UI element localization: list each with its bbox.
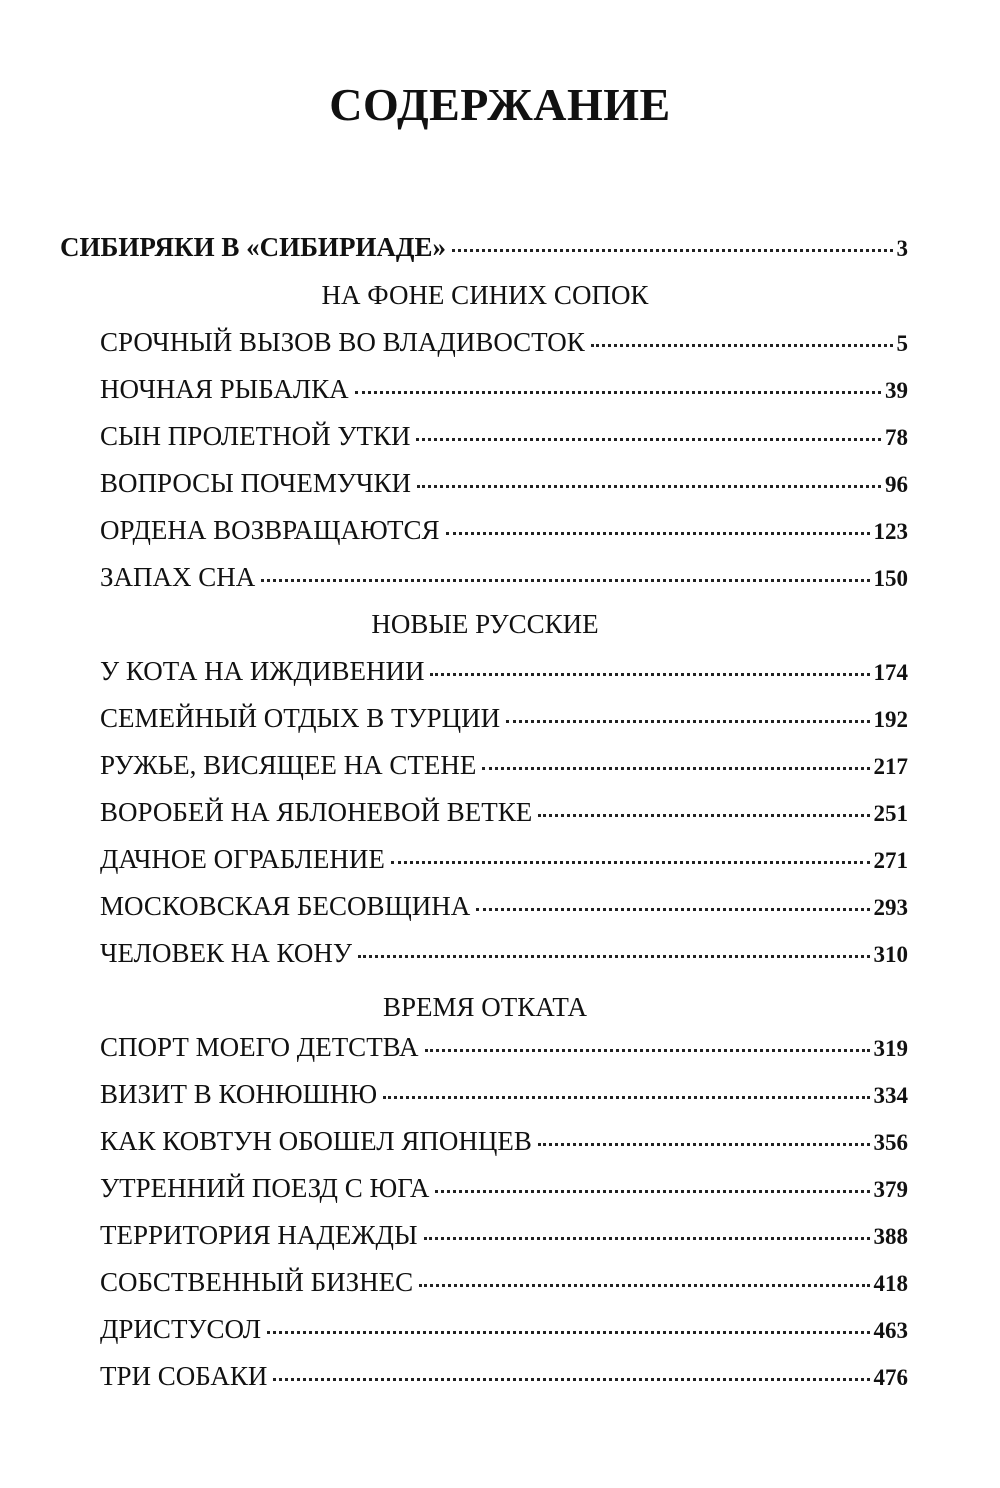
toc-entry-page: 271 [873,848,908,873]
dot-leader [506,720,869,723]
dot-leader [355,391,881,394]
dot-leader [419,1284,869,1287]
toc-entry [100,1171,908,1207]
toc-entry-label: РУЖЬЕ, ВИСЯЩЕЕ НА СТЕНЕ [100,750,477,780]
toc-entry [100,748,908,784]
dot-leader [267,1331,869,1334]
toc-entry-label: ЗАПАХ СНА [100,562,256,592]
toc-entry-label: ДРИСТУСОЛ [100,1314,262,1344]
toc-entry-page: 192 [873,707,908,732]
dot-leader [538,814,869,817]
toc-entry-label: ВОПРОСЫ ПОЧЕМУЧКИ [100,468,412,498]
dot-leader [452,249,892,252]
toc-entry-label: СПОРТ МОЕГО ДЕТСТВА [100,1032,419,1062]
dot-leader [482,767,869,770]
dot-leader [424,1237,870,1240]
toc-entry [100,513,908,549]
toc-entry [100,560,908,596]
toc-entry [100,1030,908,1066]
toc-entry-page: 356 [873,1130,908,1155]
toc-entry-page: 150 [873,566,908,591]
toc-entry [100,1265,908,1301]
toc-entry [100,889,908,925]
toc-entry [100,1312,908,1348]
dot-leader [273,1378,869,1381]
toc-entry [100,466,908,502]
toc-entry-label: ДАЧНОЕ ОГРАБЛЕНИЕ [100,844,385,874]
dot-leader [591,344,893,347]
toc-entry-page: 476 [873,1365,908,1390]
toc-entry [100,1124,908,1160]
toc-entry-page: 463 [873,1318,908,1343]
section-heading-1: НА ФОНЕ СИНИХ СОПОК [321,280,649,310]
toc-entry-label: СЫН ПРОЛЕТНОЙ УТКИ [100,421,411,451]
dot-leader [425,1049,870,1052]
toc-entry-page: 96 [885,472,908,497]
toc-entry-page: 310 [873,942,908,967]
toc-entry [100,842,908,878]
toc-entry-label: ОРДЕНА ВОЗВРАЩАЮТСЯ [100,515,440,545]
toc-entry-page: 5 [896,331,908,356]
toc-entry-page: 78 [885,425,908,450]
toc-entry [100,325,908,361]
toc-entry-prologue [60,230,908,266]
toc-entry-label: ТРИ СОБАКИ [100,1361,268,1391]
toc-entry [100,795,908,831]
toc-entry [100,1218,908,1254]
dot-leader [538,1143,870,1146]
toc-entry [100,419,908,455]
toc-entry-label: МОСКОВСКАЯ БЕСОВЩИНА [100,891,471,921]
toc-entry-label: СОБСТВЕННЫЙ БИЗНЕС [100,1267,414,1297]
section-heading-2: НОВЫЕ РУССКИЕ [371,609,599,639]
toc-entry-label: СЕМЕЙНЫЙ ОТДЫХ В ТУРЦИИ [100,703,501,733]
dot-leader [435,1190,869,1193]
toc-entry [100,936,908,972]
toc-entry-label: ВОРОБЕЙ НА ЯБЛОНЕВОЙ ВЕТКЕ [100,797,533,827]
dot-leader [417,485,881,488]
toc-entry-label: ЧЕЛОВЕК НА КОНУ [100,938,352,968]
toc-entry-page: 251 [873,801,908,826]
toc-entry-label: КАК КОВТУН ОБОШЕЛ ЯПОНЦЕВ [100,1126,532,1156]
toc-entry-page: 379 [873,1177,908,1202]
toc-entry-label: НОЧНАЯ РЫБАЛКА [100,374,349,404]
toc-entry-label: У КОТА НА ИЖДИВЕНИИ [100,656,425,686]
toc-entry-page: 39 [885,378,908,403]
toc-entry-page: 3 [896,236,908,261]
toc-entry-page: 334 [873,1083,908,1108]
toc-entry [100,701,908,737]
dot-leader [476,908,869,911]
toc-entry [100,1077,908,1113]
toc-entry-label: ВИЗИТ В КОНЮШНЮ [100,1079,378,1109]
dot-leader [383,1096,869,1099]
toc-entry-page: 174 [873,660,908,685]
toc-entry [100,654,908,690]
toc-entry-page: 293 [873,895,908,920]
dot-leader [261,579,869,582]
dot-leader [430,673,869,676]
dot-leader [358,955,870,958]
dot-leader [416,438,881,441]
toc-entry [100,372,908,408]
toc-entry-label: СРОЧНЫЙ ВЫЗОВ ВО ВЛАДИВОСТОК [100,327,585,357]
toc-entry-page: 217 [873,754,908,779]
toc-entry-label: УТРЕННИЙ ПОЕЗД С ЮГА [100,1173,430,1203]
toc-entry-page: 319 [873,1036,908,1061]
toc-entry-label: СИБИРЯКИ В «СИБИРИАДЕ» [60,232,447,262]
dot-leader [446,532,870,535]
section-heading-3: ВРЕМЯ ОТКАТА [382,992,588,1022]
toc-entry-page: 123 [873,519,908,544]
toc-entry-page: 388 [873,1224,908,1249]
page-title: СОДЕРЖАНИЕ [329,79,671,130]
toc-entry-page: 418 [873,1271,908,1296]
toc-entry [100,1359,908,1395]
toc-entry-label: ТЕРРИТОРИЯ НАДЕЖДЫ [100,1220,418,1250]
dot-leader [391,861,870,864]
